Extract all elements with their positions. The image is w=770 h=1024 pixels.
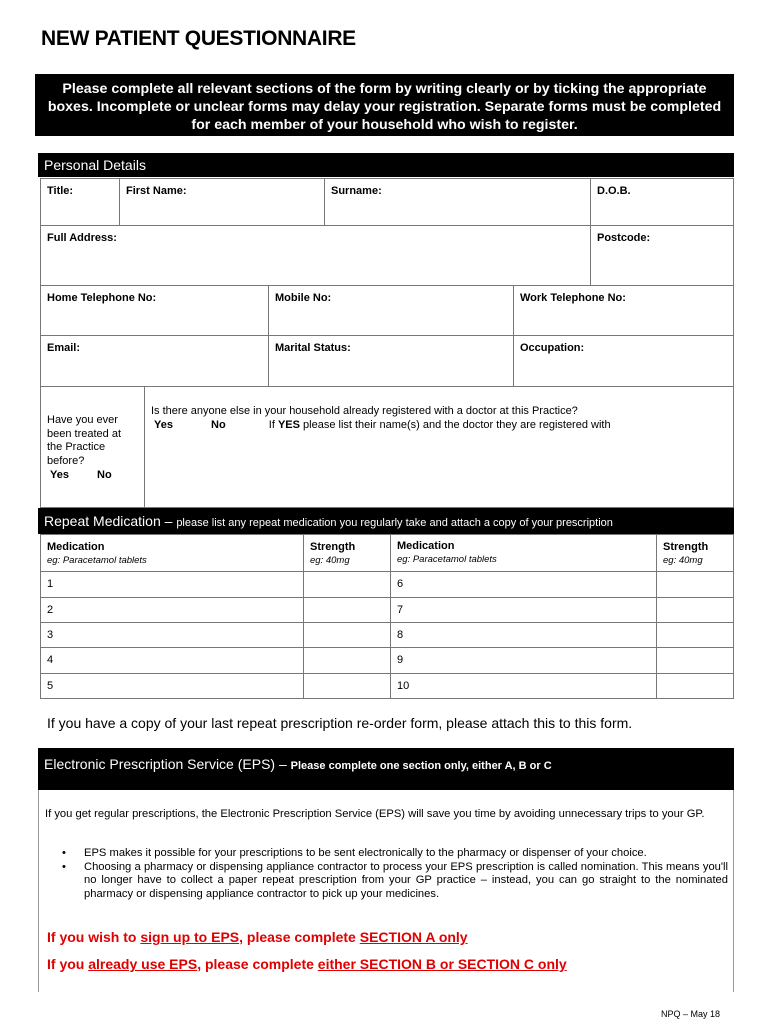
row-number: 5	[47, 680, 54, 692]
treated-before-cell	[40, 386, 145, 508]
strength-col-example: eg: 40mg	[663, 555, 703, 566]
email-label: Email:	[47, 342, 81, 354]
strength-col-example: eg: 40mg	[310, 555, 350, 566]
bullet-dot: •	[62, 847, 66, 859]
medication-header-right	[390, 534, 657, 572]
eps-heading	[38, 748, 734, 790]
medication-row[interactable]	[390, 647, 657, 674]
medication-row[interactable]	[390, 673, 657, 699]
eps-title: Electronic Prescription Service (EPS) –	[44, 756, 287, 772]
first-name-label: First Name:	[126, 185, 187, 197]
full-address-label: Full Address:	[47, 232, 117, 244]
mobile-field[interactable]	[268, 285, 514, 336]
dob-field[interactable]	[590, 178, 734, 226]
personal-details-title: Personal Details	[44, 157, 146, 173]
instr-text: , please complete	[239, 929, 360, 945]
medication-row[interactable]	[390, 622, 657, 648]
medication-row[interactable]	[40, 673, 304, 699]
medication-col-label: Medication	[47, 541, 105, 553]
home-telephone-field[interactable]	[40, 285, 269, 336]
if-yes-instruction: please list their name(s) and the doctor they are registered with	[303, 419, 611, 431]
eps-bullet-text: Choosing a pharmacy or dispensing appliance contractor to process your EPS prescription is called nomination. This means you'll no longer have to collect a paper repeat prescription from your GP practice – instead, you can go straight to the nominated pharmacy or dispensing appliance contractor to pick up your medicines.	[84, 860, 728, 900]
occupation-label: Occupation:	[520, 342, 585, 354]
strength-input[interactable]	[303, 597, 391, 623]
row-number: 1	[47, 578, 54, 590]
instr-already-use: already use EPS	[88, 956, 198, 972]
title-label: Title:	[47, 185, 74, 197]
medication-row[interactable]	[40, 622, 304, 648]
intro-banner: Please complete all relevant sections of the form by writing clearly or by ticking the appropriate boxes. Incomplete or unclear forms may delay your registration. Separate forms must be completed for each member of your household who wish to register.	[35, 74, 734, 136]
instr-link-sign-up: sign up to EPS	[140, 929, 240, 945]
postcode-label: Postcode:	[597, 232, 651, 244]
dob-label: D.O.B.	[597, 185, 631, 197]
household-question: Is there anyone else in your household already registered with a doctor at this Practice?	[151, 405, 578, 417]
footer-code: NPQ – May 18	[661, 1009, 721, 1019]
strength-input[interactable]	[303, 622, 391, 648]
household-answer-row	[151, 419, 727, 432]
household-no-option[interactable]: No	[211, 419, 226, 431]
eps-bullet	[62, 861, 728, 902]
instr-text: If you	[47, 956, 89, 972]
row-number: 2	[47, 604, 54, 616]
bullet-dot: •	[62, 860, 66, 873]
treated-no-option[interactable]: No	[97, 469, 112, 481]
eps-subtitle: Please complete one section only, either A, B or C	[290, 760, 552, 772]
strength-col-label: Strength	[310, 541, 356, 553]
instr-section-a: SECTION A only	[359, 929, 468, 945]
strength-input[interactable]	[656, 673, 734, 699]
strength-input[interactable]	[656, 571, 734, 598]
medication-col-label: Medication	[397, 540, 455, 552]
medication-col-example: eg: Paracetamol tablets	[397, 554, 497, 565]
row-number: 4	[47, 654, 54, 666]
marital-status-label: Marital Status:	[275, 342, 351, 354]
strength-input[interactable]	[303, 673, 391, 699]
medication-col-example: eg: Paracetamol tablets	[47, 555, 147, 566]
personal-details-heading	[38, 153, 734, 177]
medication-header-left	[40, 534, 304, 572]
if-yes-word: YES	[277, 419, 300, 431]
strength-input[interactable]	[656, 622, 734, 648]
instr-text: , please complete	[197, 956, 318, 972]
strength-col-label: Strength	[663, 541, 709, 553]
household-yes-option[interactable]: Yes	[154, 419, 173, 431]
occupation-field[interactable]	[513, 335, 734, 387]
strength-input[interactable]	[303, 571, 391, 598]
postcode-field[interactable]	[590, 225, 734, 286]
title-field[interactable]	[40, 178, 120, 226]
strength-header-right	[656, 534, 734, 572]
eps-bullet	[62, 847, 728, 861]
eps-already-use-instruction	[47, 956, 567, 972]
eps-sign-up-instruction	[47, 929, 468, 945]
row-number: 6	[397, 578, 404, 590]
instr-section-b-c: either SECTION B or SECTION C only	[317, 956, 567, 972]
repeat-medication-heading	[38, 508, 734, 534]
marital-status-field[interactable]	[268, 335, 514, 387]
treated-before-question: Have you ever been treated at the Practice before?	[47, 414, 122, 467]
row-number: 7	[397, 604, 404, 616]
strength-input[interactable]	[656, 597, 734, 623]
page-title: NEW PATIENT QUESTIONNAIRE	[41, 27, 356, 50]
row-number: 3	[47, 629, 54, 641]
surname-label: Surname:	[331, 185, 382, 197]
treated-before-options	[47, 469, 138, 482]
eps-intro: If you get regular prescriptions, the Electronic Prescription Service (EPS) will save you time by avoiding unnecessary trips to your GP.	[45, 808, 705, 820]
strength-header-left	[303, 534, 391, 572]
first-name-field[interactable]	[119, 178, 325, 226]
repeat-medication-subtitle: please list any repeat medication you regularly take and attach a copy of your prescription	[176, 517, 613, 529]
strength-input[interactable]	[303, 647, 391, 674]
eps-bullet-text: EPS makes it possible for your prescriptions to be sent electronically to the pharmacy or dispenser of your choice.	[84, 847, 647, 859]
full-address-field[interactable]	[40, 225, 591, 286]
email-field[interactable]	[40, 335, 269, 387]
repeat-medication-title: Repeat Medication –	[44, 513, 173, 529]
if-yes-prefix: If	[268, 419, 275, 431]
work-telephone-label: Work Telephone No:	[520, 292, 626, 304]
attach-prescription-note: If you have a copy of your last repeat prescription re-order form, please attach this to this form.	[47, 715, 633, 731]
strength-input[interactable]	[656, 647, 734, 674]
treated-yes-option[interactable]: Yes	[50, 469, 69, 481]
medication-row[interactable]	[390, 571, 657, 598]
medication-row[interactable]	[390, 597, 657, 623]
home-telephone-label: Home Telephone No:	[47, 292, 157, 304]
row-number: 8	[397, 629, 404, 641]
household-cell[interactable]	[144, 386, 734, 508]
instr-text: If you wish to	[47, 929, 141, 945]
medication-row[interactable]	[40, 647, 304, 674]
surname-field[interactable]	[324, 178, 591, 226]
row-number: 10	[397, 680, 410, 692]
medication-row[interactable]	[40, 571, 304, 598]
work-telephone-field[interactable]	[513, 285, 734, 336]
medication-row[interactable]	[40, 597, 304, 623]
mobile-label: Mobile No:	[275, 292, 332, 304]
eps-bullet-list	[62, 847, 728, 901]
row-number: 9	[397, 654, 404, 666]
